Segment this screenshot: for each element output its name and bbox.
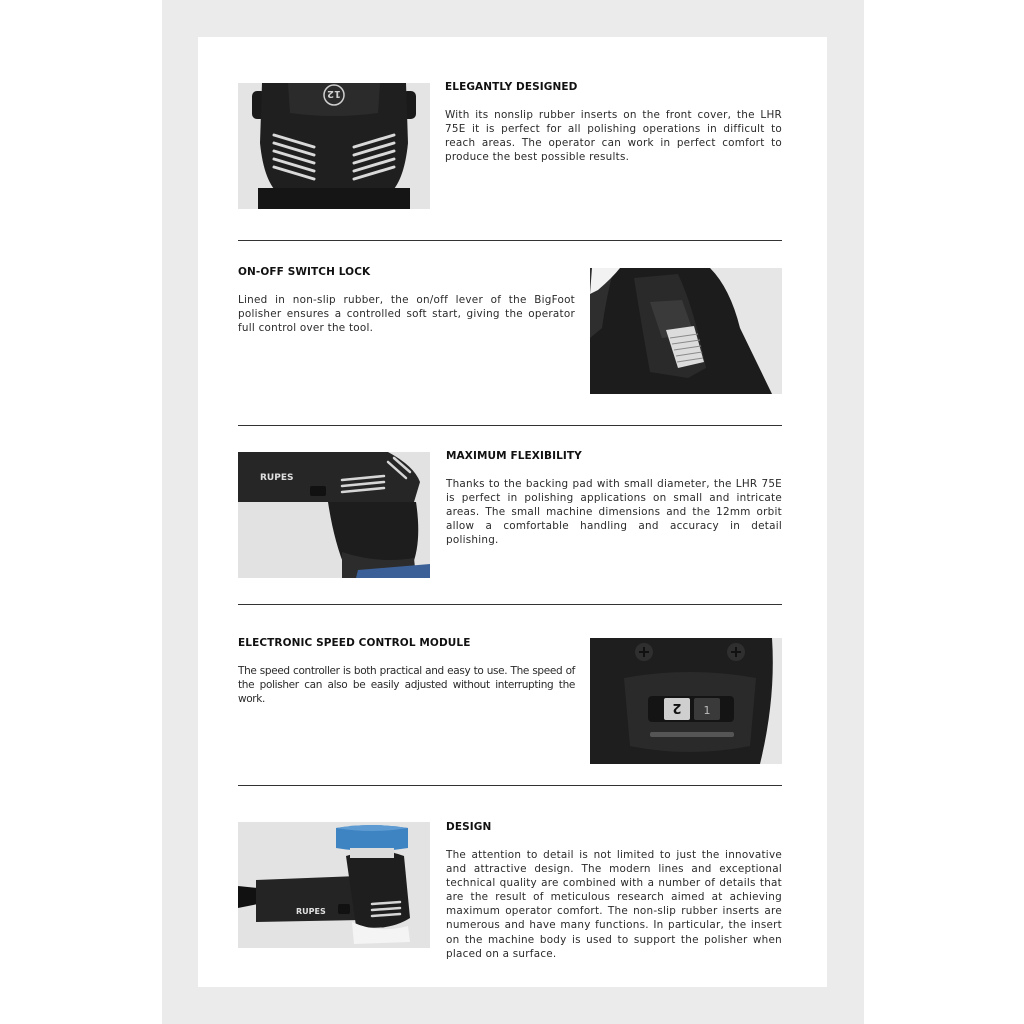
section-body-design: The attention to detail is not limited to just the innovative and attractive design. The modern lines and exceptional technical quality are combined with a number of details that are the result of meticulous research aimed at achieving maximum operator comfort. The non-slip rubber inserts are numerous and have many functions. In particular, the insert on the machine body is used to support the polisher when placed on a surface. — [446, 849, 782, 960]
polisher-side-view-photo — [238, 452, 430, 578]
polisher-front-cover-photo — [238, 83, 430, 209]
section-heading-elegantly-designed: ELEGANTLY DESIGNED — [445, 81, 578, 93]
section-body-maximum-flexibility: Thanks to the backing pad with small diameter, the LHR 75E is perfect in polishing applications on small and intricate areas. The small machine dimensions and the 12mm orbit allow a comfortable handling and accuracy in detail polishing. — [446, 478, 782, 547]
section-heading-electronic-speed-control: ELECTRONIC SPEED CONTROL MODULE — [238, 637, 471, 649]
section-heading-maximum-flexibility: MAXIMUM FLEXIBILITY — [446, 450, 582, 462]
section-heading-on-off-switch-lock: ON-OFF SWITCH LOCK — [238, 266, 371, 278]
section-divider — [238, 240, 782, 241]
section-heading-design: DESIGN — [446, 821, 492, 833]
section-body-on-off-switch-lock: Lined in non-slip rubber, the on/off lever of the BigFoot polisher ensures a controlled soft start, giving the operator full control over the tool. — [238, 294, 575, 335]
polisher-full-design-photo — [238, 822, 430, 948]
on-off-switch-photo — [590, 268, 782, 394]
speed-control-dial-photo — [590, 638, 782, 764]
brand-logo-text: RUPES — [260, 473, 294, 483]
section-body-elegantly-designed: With its nonslip rubber inserts on the front cover, the LHR 75E it is perfect for all polishing operations in difficult to reach areas. The operator can work in perfect comfort to produce the best possible results. — [445, 109, 782, 164]
speed-setting-label: 12 — [327, 88, 341, 99]
section-divider — [238, 604, 782, 605]
section-divider — [238, 785, 782, 786]
brand-logo-text: RUPES — [296, 907, 326, 916]
dial-number-next: 1 — [703, 704, 711, 717]
dial-number: 2 — [672, 700, 682, 715]
section-divider — [238, 425, 782, 426]
section-body-electronic-speed-control: The speed controller is both practical and easy to use. The speed of the polisher can also be easily adjusted without interrupting the work. — [238, 665, 575, 706]
